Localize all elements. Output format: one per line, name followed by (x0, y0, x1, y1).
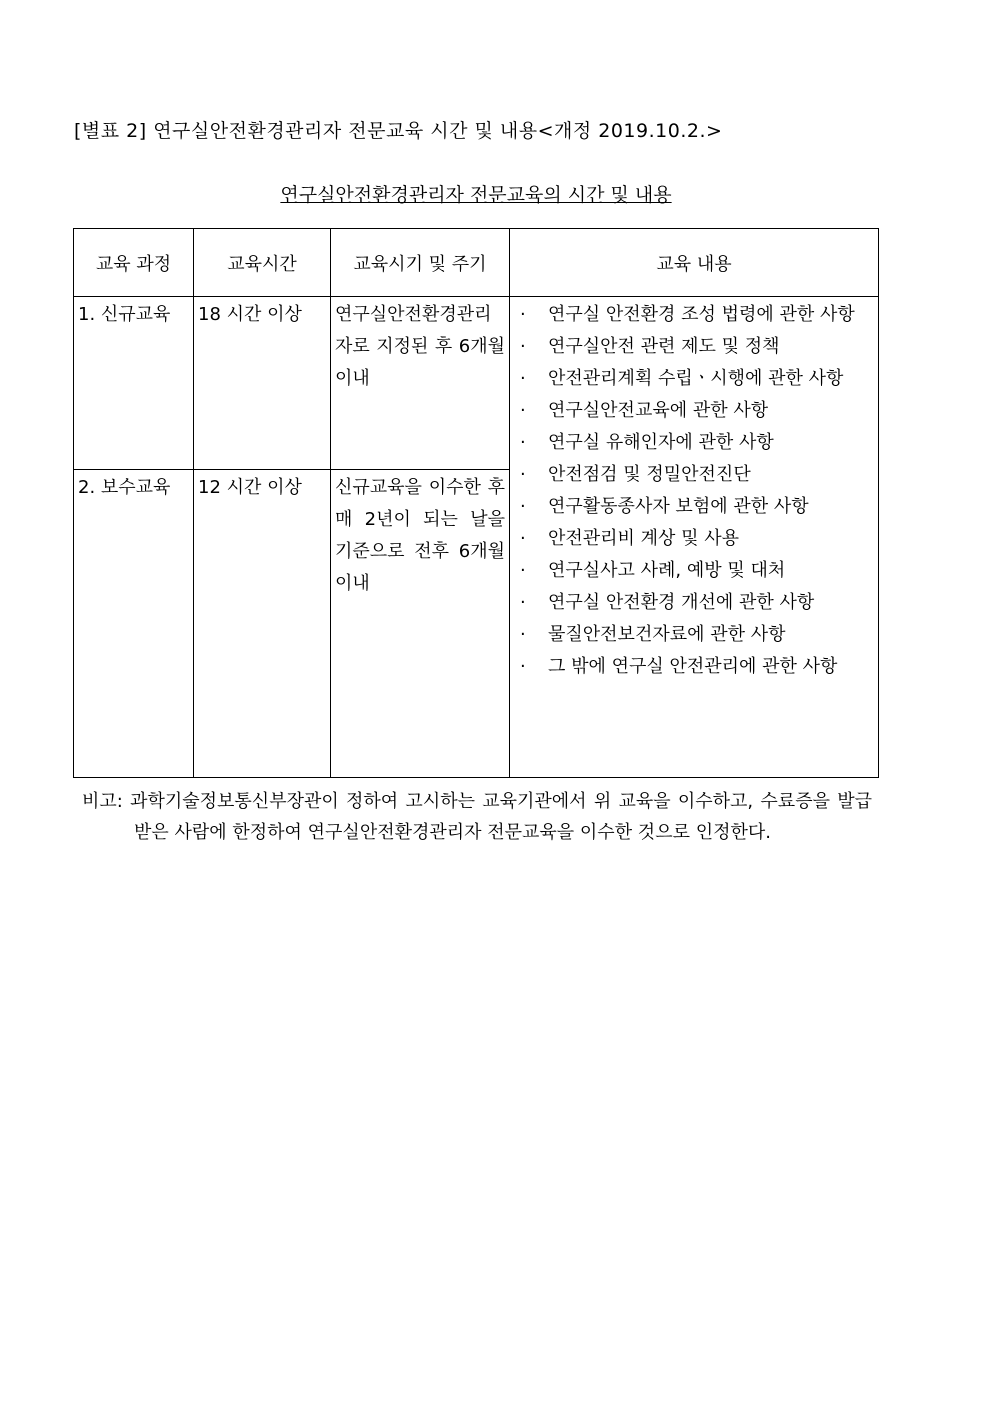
timing-cell: 연구실안전환경관리자로 지정된 후 6개월 이내 (331, 297, 510, 470)
list-item: · 연구실안전 관련 제도 및 정책 (514, 331, 874, 363)
table-header-row (74, 229, 879, 297)
list-item: · 연구활동종사자 보험에 관한 사항 (514, 491, 874, 523)
list-item: · 그 밖에 연구실 안전관리에 관한 사항 (514, 651, 874, 683)
table-title: 연구실안전환경관리자 전문교육의 시간 및 내용 (280, 184, 672, 206)
header-course: 교육 과정 (74, 229, 194, 297)
bullet-icon: · (520, 368, 526, 389)
bullet-icon: · (520, 528, 526, 549)
course-cell: 1. 신규교육 (74, 297, 194, 470)
list-item: · 연구실사고 사례, 예방 및 대처 (514, 555, 874, 587)
header-timing: 교육시기 및 주기 (331, 229, 510, 297)
bullet-icon: · (520, 560, 526, 581)
table-row (74, 297, 879, 470)
timing-cell: 신규교육을 이수한 후 매 2년이 되는 날을 기준으로 전후 6개월 이내 (331, 470, 510, 778)
bullet-icon: · (520, 336, 526, 357)
bullet-icon: · (520, 464, 526, 485)
list-item: · 안전점검 및 정밀안전진단 (514, 459, 874, 491)
bullet-icon: · (520, 656, 526, 677)
header-hours: 교육시간 (194, 229, 331, 297)
list-item: · 연구실 유해인자에 관한 사항 (514, 427, 874, 459)
list-item: · 안전관리비 계상 및 사용 (514, 523, 874, 555)
list-item: · 연구실 안전환경 개선에 관한 사항 (514, 587, 874, 619)
education-table (73, 228, 879, 778)
contents-cell (510, 297, 879, 778)
remarks-note: 비고: 과학기술정보통신부장관이 정하여 고시하는 교육기관에서 위 교육을 이수하고, 수료증을 발급받은 사람에 한정하여 연구실안전환경관리자 전문교육을 이수한 것으로 인정한다. (82, 791, 872, 843)
course-cell: 2. 보수교육 (74, 470, 194, 778)
bullet-icon: · (520, 400, 526, 421)
hours-cell: 18 시간 이상 (194, 297, 331, 470)
list-item: · 연구실안전교육에 관한 사항 (514, 395, 874, 427)
bullet-icon: · (520, 624, 526, 645)
bullet-icon: · (520, 592, 526, 613)
page-heading: [별표 2] 연구실안전환경관리자 전문교육 시간 및 내용<개정 2019.10.2.> (74, 120, 723, 142)
list-item: · 연구실 안전환경 조성 법령에 관한 사항 (514, 299, 874, 331)
list-item: · 안전관리계획 수립ㆍ시행에 관한 사항 (514, 363, 874, 395)
bullet-icon: · (520, 496, 526, 517)
bullet-icon: · (520, 304, 526, 325)
hours-cell: 12 시간 이상 (194, 470, 331, 778)
list-item: · 물질안전보건자료에 관한 사항 (514, 619, 874, 651)
header-contents: 교육 내용 (510, 229, 879, 297)
bullet-icon: · (520, 432, 526, 453)
contents-list (514, 299, 874, 683)
